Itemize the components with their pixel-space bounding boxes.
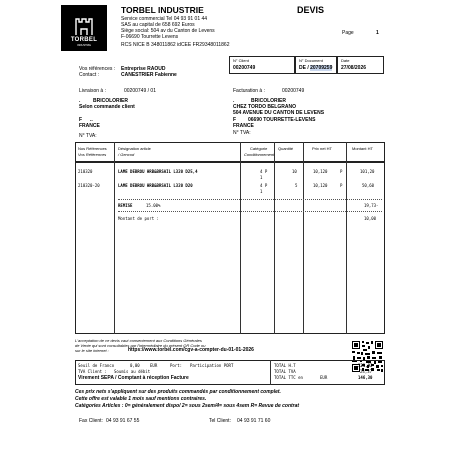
row-ref: 210320 (78, 169, 93, 174)
contact-label: Contact : (79, 72, 100, 78)
note-line-2: Cette offre est valable 1 mois sauf mentions contraires. (75, 396, 207, 402)
document-number-label: N° Document (299, 58, 323, 63)
row-unit: P (340, 169, 343, 174)
remise-label: REMISE (118, 203, 133, 208)
ship-country: FRANCE (79, 123, 100, 129)
company-line-1: Service commercial Tel 04 93 91 01 44 (121, 16, 208, 22)
company-logo (61, 5, 107, 51)
header-quantite: Quantité (278, 146, 294, 151)
ship-line-2: Selon commande client (79, 104, 135, 110)
header-prix-net-ht: Prix net HT (312, 146, 333, 151)
row-montant: 101,20 (360, 169, 375, 174)
row-prix: 10,120 (313, 183, 328, 188)
row-prix: 10,120 (313, 169, 328, 174)
total-ttc-label: TOTAL TTC en (274, 375, 303, 380)
tel-client-value: 04 93 91 71 60 (237, 418, 271, 424)
client-number-label: N° Client (233, 58, 249, 63)
row-quantite: 5 (295, 183, 298, 188)
client-number-value: 00200749 (233, 65, 256, 71)
fax-client-label: Fax Client: (79, 418, 103, 424)
livraison-value: 00200749 / 01 (124, 88, 156, 94)
vos-references-value: Entreprise RAOUD (121, 66, 166, 72)
total-tva-value: 24,37 (360, 369, 373, 374)
contact-value: CANESTRIER Fabienne (121, 72, 177, 78)
date-value: 27/08/2026 (341, 65, 367, 71)
page-label: Page (342, 30, 354, 36)
client-number-box (229, 56, 295, 74)
row-quantite: 10 (292, 169, 297, 174)
ship-country-prefix: F (79, 117, 83, 123)
cgv-link[interactable]: https://www.torbel.com/cgv-a-compter-du-01-01-2026 (128, 347, 254, 353)
header-gencod: / Gencod (118, 152, 135, 157)
row-conditionnement: 1 (260, 189, 263, 194)
total-tva-label: TOTAL TVA (274, 369, 296, 374)
document-number-value: DE / 20709259 (299, 65, 333, 71)
company-name: TORBEL INDUSTRIE (121, 5, 204, 15)
company-line-3: Siège social: 504 av du Canton de Levens (121, 28, 215, 34)
date-label: Date (341, 58, 350, 63)
remise-percent: 15.00% (146, 203, 161, 208)
bill-name: BRICOLORIER (251, 98, 286, 104)
tva-client-value: Soumis au débit (114, 369, 151, 374)
row-conditionnement: 1 (260, 175, 263, 180)
logo-subtext: INDUSTRIE (77, 44, 91, 47)
note-line-1: Ces prix nets s'appliquent sur des produits commandés par conditionnement complet. (75, 389, 281, 395)
seuil-franco-currency: EUR (150, 363, 158, 368)
row-designation: LAME DEBROU HRB&BRSAIL L320 D20 (118, 183, 193, 188)
virement-text: Virement SEPA / Comptant à réception Facture (78, 375, 189, 381)
total-ttc-value: 146,30 (358, 375, 373, 380)
tel-client-label: Tel Client: (209, 418, 231, 424)
ship-name: BRICOLORIER (93, 98, 128, 104)
bill-country-prefix: F (233, 117, 237, 123)
header-designation: Désignation article (118, 146, 151, 151)
header-conditionnement: Conditionnement (244, 152, 275, 157)
remise-value: 19,73- (364, 203, 379, 208)
row-designation: LAME DEBROU HRB&BRSAIL L320 D25,4 (118, 169, 198, 174)
bill-tva: N° TVA: (233, 130, 251, 136)
date-box (337, 56, 384, 74)
bill-dot: . (233, 98, 235, 104)
header-montant-ht: Montant HT (352, 146, 373, 151)
livraison-label: Livraison à : (79, 88, 106, 94)
row-ref: 210320-20 (78, 183, 100, 188)
logo-text: TORBEL (70, 37, 98, 43)
doc-type: DEVIS (297, 5, 325, 15)
port-value: 10,00 (364, 216, 377, 221)
bill-country: FRANCE (233, 123, 254, 129)
conditions-line-2: de Vente qui sont consultables par l'intermédiaire du présent QR Code ou (75, 343, 206, 348)
facturation-label: Facturation à : (233, 88, 265, 94)
conditions-line-3: sur le site internet : (75, 348, 109, 353)
ship-tva: N° TVA: (79, 133, 97, 139)
header-categorie: Catégorie (250, 146, 268, 151)
company-line-2: SAS au capital de 658 692 Euros (121, 22, 195, 28)
vos-references-label: Vos références : (79, 66, 116, 72)
conditions-line-1: L'acceptation de ce devis vaut consentement aux Conditions Générales (75, 338, 202, 343)
seuil-franco-label: Seuil de Franco (78, 363, 115, 368)
port-label: Montant de port : (118, 216, 159, 221)
company-line-5: RCS NICE B 348011862 idCEE FR29348011862 (121, 42, 230, 48)
header-vos-references: Vos Références (78, 152, 107, 157)
ship-dots: .. (90, 117, 93, 123)
bill-line-3: 504 AVENUE DU CANTON DE LEVENS (233, 110, 325, 116)
port-summary-label: Port: (170, 363, 183, 368)
row-categorie: 4 P (260, 169, 268, 174)
company-line-4: F-06690 Tourrette Levens (121, 34, 179, 40)
port-summary-value: Participation PORT (190, 363, 234, 368)
total-ht-value: 121,93 (358, 363, 373, 368)
bill-city: 06690 TOURRETTE-LEVENS (248, 117, 316, 123)
ship-dot: . (79, 98, 81, 104)
bill-line-2: CHEZ TORDO BELGRANO (233, 104, 296, 110)
header-nos-references: Nos Références (78, 146, 107, 151)
row-unit: P (340, 183, 343, 188)
total-ttc-currency: EUR (320, 375, 328, 380)
total-ht-label: TOTAL H.T (274, 363, 296, 368)
tva-client-label: TVA Client : (78, 369, 107, 374)
facturation-value: 00200749 (282, 88, 305, 94)
seuil-franco-value: 0,00 (130, 363, 140, 368)
page-number: 1 (376, 30, 379, 36)
note-line-3: Catégories Articles : 0= généralement dispo/ 2= sous 2sem/4= sous 4sem R= Revue de contrat (75, 403, 300, 409)
row-categorie: 4 P (260, 183, 268, 188)
document-number-box (295, 56, 337, 74)
row-montant: 50,60 (362, 183, 375, 188)
fax-client-value: 04 93 91 67 55 (106, 418, 140, 424)
